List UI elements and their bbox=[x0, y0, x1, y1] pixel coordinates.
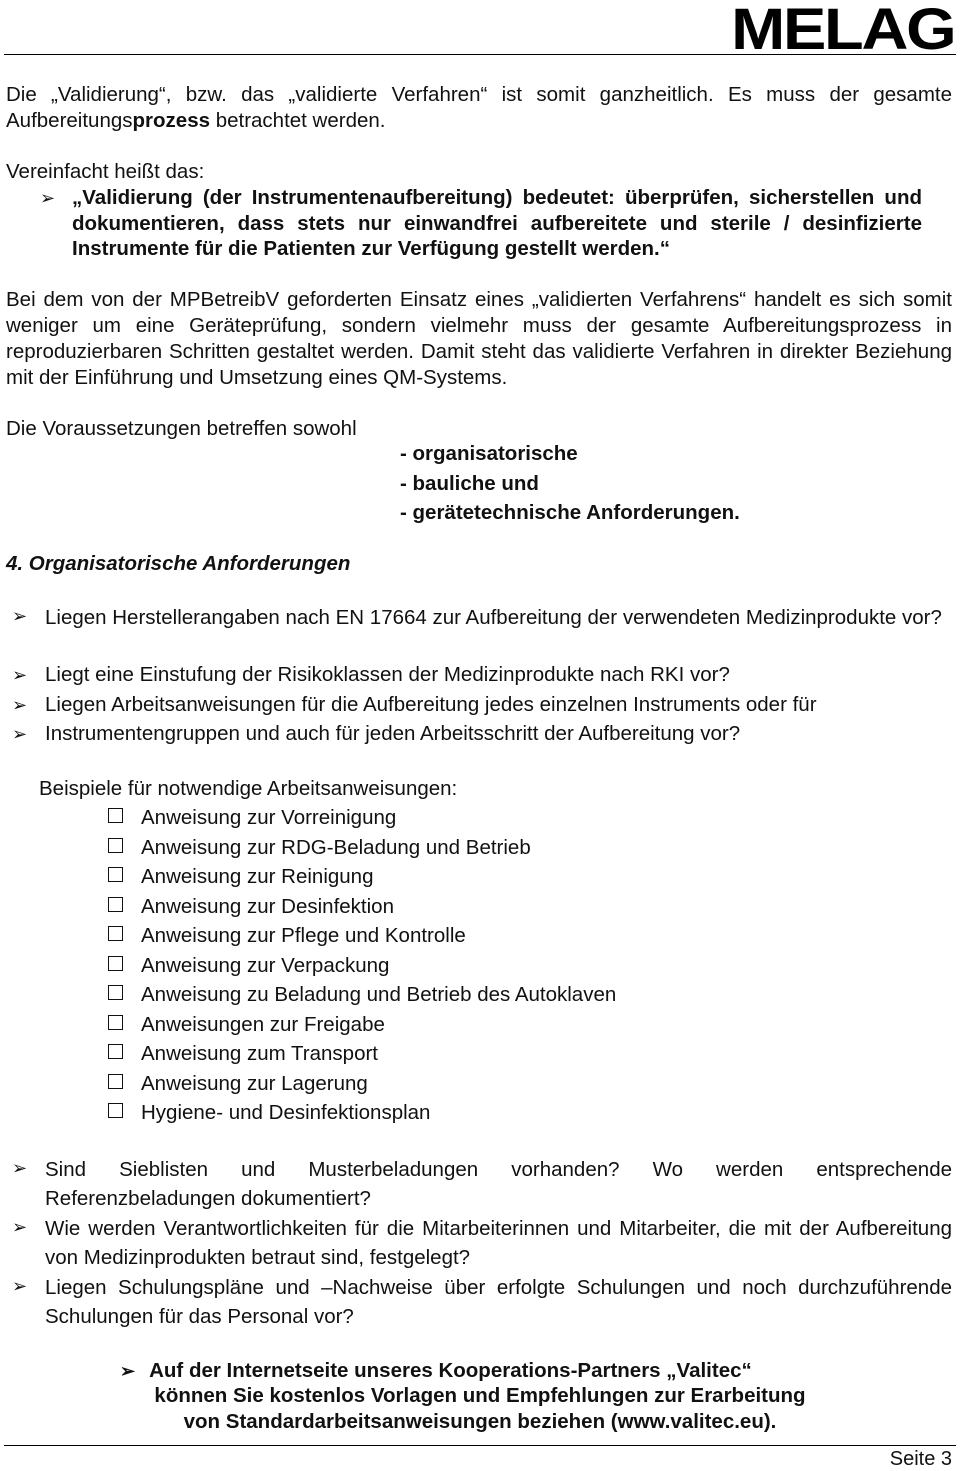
checkbox-icon bbox=[108, 897, 123, 912]
mpbetreibv-paragraph: Bei dem von der MPBetreibV geforderten Einsatz eines „validierten Verfahrens“ handelt es sich somit weniger um eine Geräteprüfung, sondern vielmehr muss der gesamte Aufbereitungsprozess in reproduzierbaren Schritten gestaltet werden. Damit steht das validierte Verfahren in direkter Beziehung mit der Einführung und Umsetzung eines QM-Systems. bbox=[6, 288, 952, 389]
header-rule bbox=[4, 54, 956, 55]
requirement-organisational: - organisatorische bbox=[400, 442, 578, 465]
example-item: Anweisung zum Transport bbox=[108, 1041, 378, 1067]
checkbox-icon bbox=[108, 926, 123, 941]
callout-line-3: von Standardarbeitsanweisungen beziehen (www.valitec.eu). bbox=[183, 1410, 777, 1433]
example-item: Anweisungen zur Freigabe bbox=[108, 1012, 385, 1038]
arrow-bullet-icon: ➢ bbox=[12, 1217, 28, 1237]
example-item: Anweisung zur Desinfektion bbox=[108, 894, 394, 920]
example-item: Anweisung zur RDG-Beladung und Betrieb bbox=[108, 835, 531, 861]
arrow-bullet-icon: ➢ bbox=[40, 188, 56, 208]
example-item: Anweisung zur Lagerung bbox=[108, 1071, 368, 1097]
checkbox-icon bbox=[108, 1074, 123, 1089]
question-work-instructions: Liegen Arbeitsanweisungen für die Aufbereitung jedes einzelnen Instruments oder für bbox=[45, 693, 817, 716]
question-risk-class: Liegt eine Einstufung der Risikoklassen der Medizinprodukte nach RKI vor? bbox=[45, 663, 730, 686]
requirement-structural: - bauliche und bbox=[400, 472, 539, 495]
callout-line-2: können Sie kostenlos Vorlagen und Empfehlungen zur Erarbeitung bbox=[154, 1384, 806, 1407]
footer-rule bbox=[4, 1445, 956, 1446]
checkbox-icon bbox=[108, 838, 123, 853]
intro-text-end: betrachtet werden. bbox=[210, 109, 386, 132]
question-instrument-groups: Instrumentengruppen und auch für jeden Arbeitsschritt der Aufbereitung vor? bbox=[45, 722, 741, 745]
question-manufacturer: Liegen Herstellerangaben nach EN 17664 zur Aufbereitung der verwendeten Medizinprodukte vor? bbox=[45, 606, 942, 629]
callout-line-1: ➢ Auf der Internetseite unseres Kooperations-Partners „Valitec“ bbox=[120, 1359, 752, 1382]
logo: MELAG bbox=[730, 0, 954, 62]
checkbox-icon bbox=[108, 808, 123, 823]
question-sieve-lists: Sind Sieblisten und Musterbeladungen vorhanden? Wo werden entsprechende Referenzbeladungen dokumentiert? bbox=[45, 1158, 952, 1210]
definition-quote: „Validierung (der Instrumentenaufbereitung) bedeutet: überprüfen, sicherstellen und dokumentieren, dass stets nur einwandfrei aufbereitete und sterile / desinfizierte Instrumente für die Patienten zur Verfügung gestellt werden.“ bbox=[72, 186, 922, 260]
arrow-bullet-icon: ➢ bbox=[12, 606, 28, 626]
examples-title: Beispiele für notwendige Arbeitsanweisungen: bbox=[39, 777, 458, 800]
example-item: Hygiene- und Desinfektionsplan bbox=[108, 1100, 430, 1126]
checkbox-icon bbox=[108, 867, 123, 882]
example-item: Anweisung zur Vorreinigung bbox=[108, 805, 396, 831]
arrow-bullet-icon: ➢ bbox=[12, 724, 28, 744]
section-heading: 4. Organisatorische Anforderungen bbox=[6, 552, 351, 575]
requirements-lead: Die Voraussetzungen betreffen sowohl bbox=[6, 417, 357, 440]
checkbox-icon bbox=[108, 956, 123, 971]
example-item: Anweisung zur Verpackung bbox=[108, 953, 389, 979]
simplified-label: Vereinfacht heißt das: bbox=[6, 160, 205, 183]
example-item: Anweisung zur Reinigung bbox=[108, 864, 373, 890]
page-number: Seite 3 bbox=[889, 1448, 952, 1470]
intro-paragraph bbox=[6, 82, 952, 134]
checkbox-icon bbox=[108, 1044, 123, 1059]
requirement-technical: - gerätetechnische Anforderungen. bbox=[400, 501, 740, 524]
arrow-bullet-icon: ➢ bbox=[12, 695, 28, 715]
example-item: Anweisung zu Beladung und Betrieb des Autoklaven bbox=[108, 982, 616, 1008]
arrow-bullet-icon: ➢ bbox=[12, 1276, 28, 1296]
intro-bold-text: prozess bbox=[132, 109, 210, 132]
checkbox-icon bbox=[108, 1103, 123, 1118]
arrow-bullet-icon: ➢ bbox=[120, 1361, 136, 1381]
checkbox-icon bbox=[108, 1015, 123, 1030]
question-responsibilities: Wie werden Verantwortlichkeiten für die Mitarbeiterinnen und Mitarbeiter, die mit der Aufbereitung von Medizinprodukten betraut sind, festgelegt? bbox=[45, 1217, 952, 1269]
question-training: Liegen Schulungspläne und –Nachweise über erfolgte Schulungen und noch durchzuführende Schulungen für das Personal vor? bbox=[45, 1276, 952, 1328]
arrow-bullet-icon: ➢ bbox=[12, 665, 28, 685]
arrow-bullet-icon: ➢ bbox=[12, 1158, 28, 1178]
intro-text: Die „Validierung“, bzw. das „validierte Verfahren“ ist somit ganzheitlich. Es muss der gesamte Aufbereitungs bbox=[6, 83, 952, 132]
checkbox-icon bbox=[108, 985, 123, 1000]
example-item: Anweisung zur Pflege und Kontrolle bbox=[108, 923, 466, 949]
